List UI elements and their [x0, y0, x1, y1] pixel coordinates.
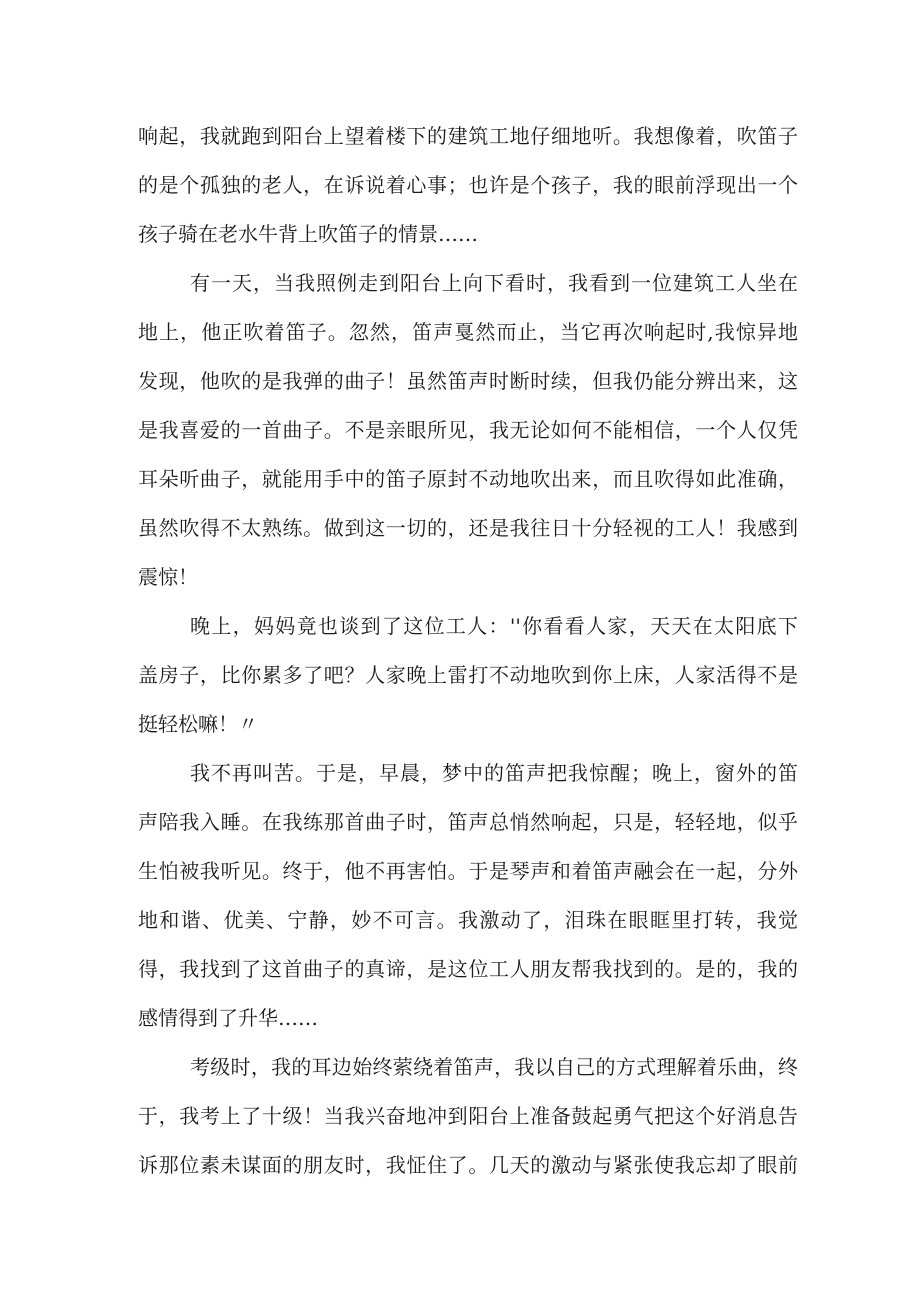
text-line: 地上，他正吹着笛子。忽然，笛声戛然而止，当它再次响起时,我惊异地 — [138, 320, 798, 344]
text-line: 得，我找到了这首曲子的真谛，是这位工人朋友帮我找到的。是的，我的 — [138, 957, 798, 981]
paragraph — [138, 749, 798, 1043]
paragraph — [138, 112, 798, 259]
text-line: 孩子骑在老水牛背上吹笛子的情景…… — [138, 222, 478, 246]
text-line: 是我喜爱的一首曲子。不是亲眼所见，我无论如何不能相信，一个人仅凭 — [138, 418, 798, 442]
paragraph — [138, 1043, 798, 1190]
text-line: 震惊！ — [138, 565, 198, 589]
paragraph — [138, 602, 798, 749]
text-line: 地和谐、优美、宁静，妙不可言。我激动了，泪珠在眼眶里打转，我觉 — [138, 908, 798, 932]
text-line: 诉那位素未谋面的朋友时，我怔住了。几天的激动与紧张使我忘却了眼前 — [138, 1153, 798, 1177]
text-line: 发现，他吹的是我弹的曲子！虽然笛声时断时续，但我仍能分辨出来，这 — [138, 369, 798, 393]
text-line: 挺轻松嘛！〃 — [138, 712, 258, 736]
text-line: 生怕被我听见。终于，他不再害怕。于是琴声和着笛声融会在一起，分外 — [138, 859, 798, 883]
text-line: 于，我考上了十级！当我兴奋地冲到阳台上准备鼓起勇气把这个好消息告 — [138, 1104, 798, 1128]
text-line: 考级时，我的耳边始终萦绕着笛声，我以自己的方式理解着乐曲，终 — [190, 1055, 798, 1079]
text-line: 虽然吹得不太熟练。做到这一切的，还是我往日十分轻视的工人！我感到 — [138, 516, 798, 540]
paragraph — [138, 259, 798, 602]
text-line: 的是个孤独的老人，在诉说着心事；也许是个孩子，我的眼前浮现出一个 — [138, 173, 798, 197]
text-line: 我不再叫苦。于是，早晨，梦中的笛声把我惊醒；晚上，窗外的笛 — [190, 761, 798, 785]
text-line: 有一天，当我照例走到阳台上向下看时，我看到一位建筑工人坐在 — [190, 271, 798, 295]
text-line: 盖房子，比你累多了吧？人家晚上雷打不动地吹到你上床，人家活得不是 — [138, 663, 798, 687]
document-body — [138, 112, 798, 1190]
text-line: 声陪我入睡。在我练那首曲子时，笛声总悄然响起，只是，轻轻地，似乎 — [138, 810, 798, 834]
text-line: 耳朵听曲子，就能用手中的笛子原封不动地吹出来，而且吹得如此准确， — [138, 467, 798, 491]
text-line: 响起，我就跑到阳台上望着楼下的建筑工地仔细地听。我想像着，吹笛子 — [138, 124, 798, 148]
text-line: 感情得到了升华…… — [138, 1006, 318, 1030]
text-line: 晚上，妈妈竟也谈到了这位工人：''你看看人家，天天在太阳底下 — [190, 614, 798, 638]
